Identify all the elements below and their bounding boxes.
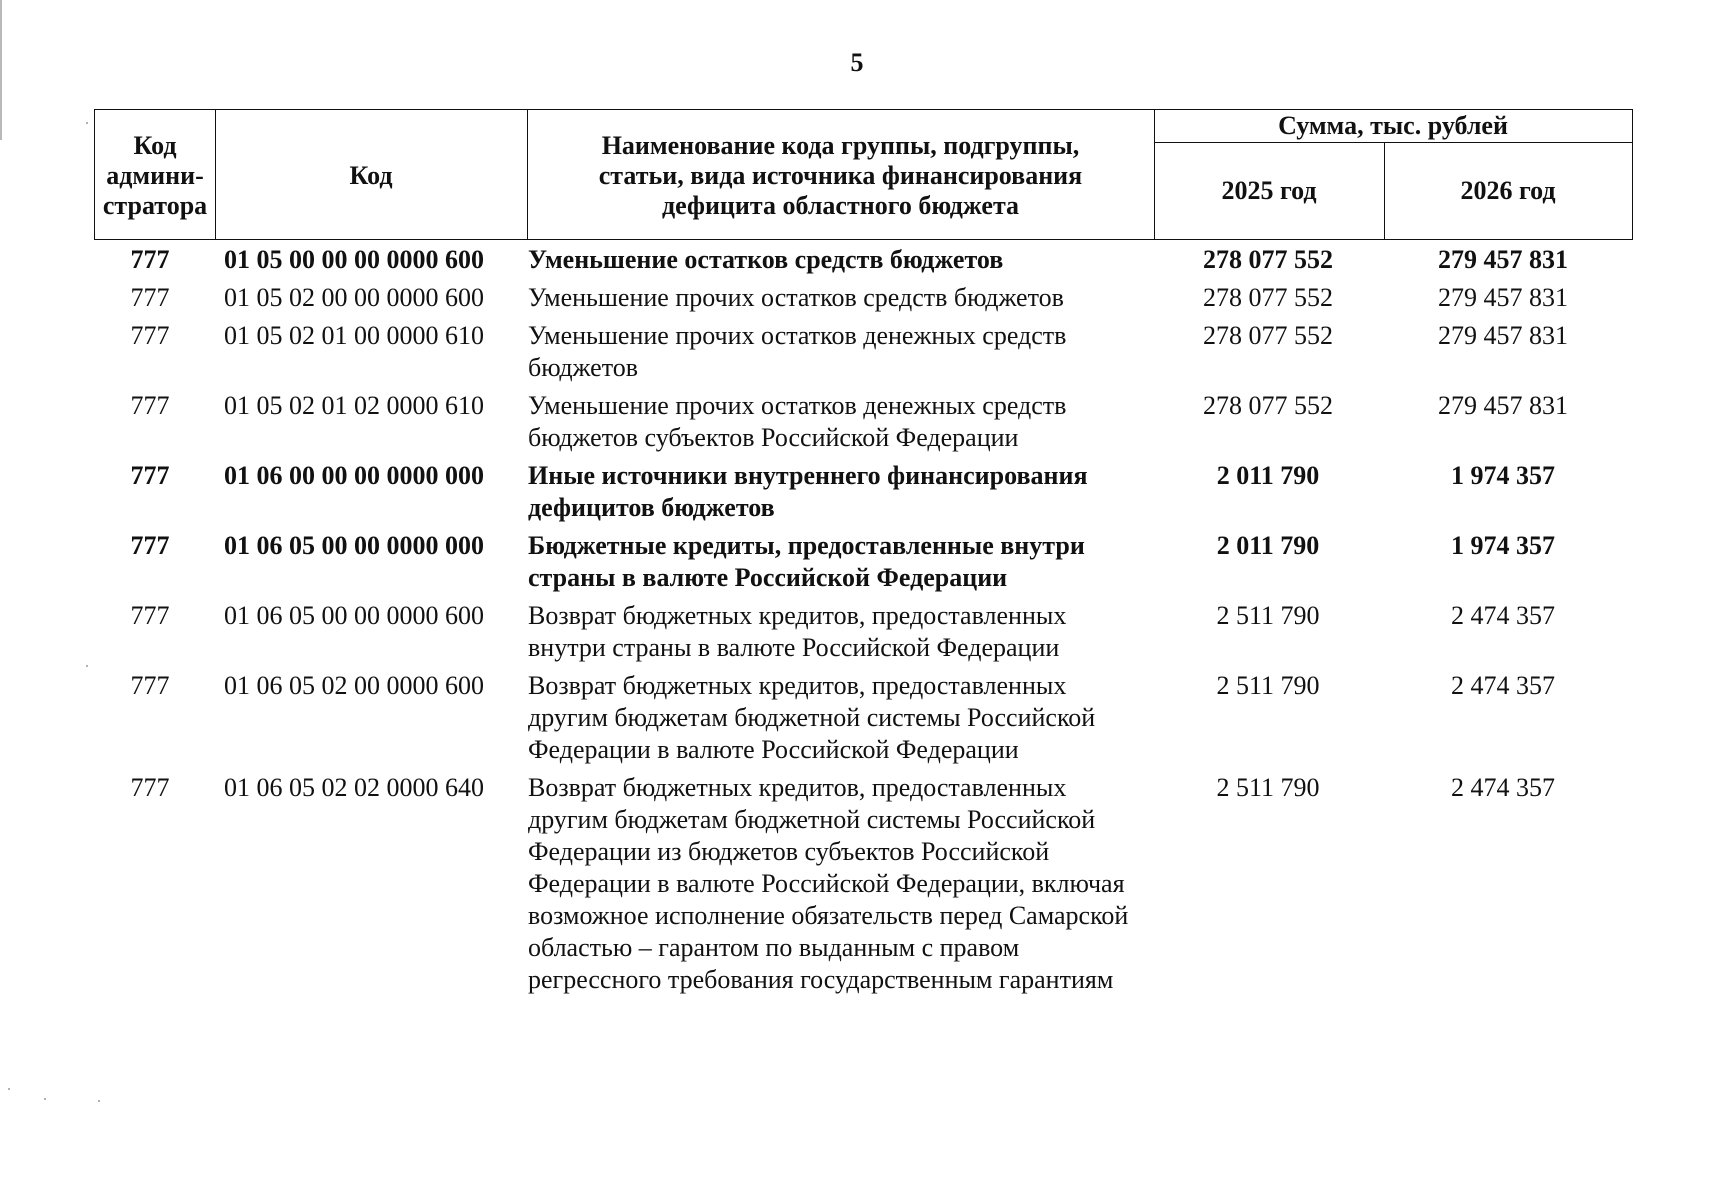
cell-2026: 279 457 831 <box>1438 321 1568 350</box>
cell-2026: 1 974 357 <box>1451 531 1555 560</box>
table-row <box>94 530 1633 594</box>
header-sum: Сумма, тыс. рублей <box>1278 111 1508 140</box>
cell-code: 01 05 02 01 02 0000 610 <box>224 391 484 420</box>
scan-speck <box>86 122 88 124</box>
cell-2026: 1 974 357 <box>1451 461 1555 490</box>
budget-sources-table <box>94 109 1633 1002</box>
table-row <box>94 670 1633 766</box>
cell-code: 01 05 00 00 00 0000 600 <box>224 245 484 274</box>
table-row <box>94 600 1633 664</box>
cell-2026: 2 474 357 <box>1451 773 1555 802</box>
table-body <box>94 244 1633 996</box>
cell-code: 01 06 05 00 00 0000 600 <box>224 601 484 630</box>
cell-name: Бюджетные кредиты, предоставленные внутри страны в валюте Российской Федерации <box>528 531 1085 592</box>
cell-2026: 279 457 831 <box>1438 245 1568 274</box>
scan-speck <box>98 1100 100 1102</box>
cell-name: Уменьшение прочих остатков денежных средств бюджетов субъектов Российской Федерации <box>528 391 1067 452</box>
cell-code: 01 06 05 00 00 0000 000 <box>224 531 484 560</box>
cell-name: Возврат бюджетных кредитов, предоставленных внутри страны в валюте Российской Федерации <box>528 601 1067 662</box>
page-number: 5 <box>850 48 864 77</box>
cell-code: 01 05 02 01 00 0000 610 <box>224 321 484 350</box>
cell-2025: 278 077 552 <box>1203 245 1333 274</box>
cell-name: Возврат бюджетных кредитов, предоставленных другим бюджетам бюджетной системы Российской Федерации в валюте Российской Федерации <box>528 671 1096 764</box>
cell-name: Уменьшение прочих остатков денежных средств бюджетов <box>528 321 1067 382</box>
cell-2026: 2 474 357 <box>1451 671 1555 700</box>
cell-2026: 279 457 831 <box>1438 391 1568 420</box>
cell-2025: 2 511 790 <box>1216 671 1320 700</box>
cell-name: Уменьшение остатков средств бюджетов <box>528 245 1004 274</box>
cell-admin-code: 777 <box>130 773 170 802</box>
cell-2025: 2 011 790 <box>1216 531 1320 560</box>
table-row <box>94 460 1633 524</box>
cell-admin-code: 777 <box>130 283 170 312</box>
scan-speck <box>44 1098 46 1100</box>
cell-code: 01 06 00 00 00 0000 000 <box>224 461 484 490</box>
cell-2025: 2 511 790 <box>1216 601 1320 630</box>
header-year-2026: 2026 год <box>1460 175 1556 205</box>
cell-name: Иные источники внутреннего финансирования дефицитов бюджетов <box>528 461 1088 522</box>
cell-2025: 278 077 552 <box>1203 321 1333 350</box>
cell-admin-code: 777 <box>130 671 170 700</box>
cell-code: 01 06 05 02 02 0000 640 <box>224 773 484 802</box>
cell-2025: 2 511 790 <box>1216 773 1320 802</box>
table-row <box>94 390 1633 454</box>
cell-admin-code: 777 <box>130 245 170 274</box>
table-row <box>94 320 1633 384</box>
cell-2025: 278 077 552 <box>1203 283 1333 312</box>
cell-admin-code: 777 <box>130 601 170 630</box>
header-admin-code: Код админи-стратора <box>102 130 208 220</box>
table-header <box>94 109 1633 240</box>
cell-name: Возврат бюджетных кредитов, предоставленных другим бюджетам бюджетной системы Российской Федерации из бюджетов субъектов Российской Федерации в валюте Российской Федерации, включая возможное исполнение обязательств перед Самарской областью – гарантом по выданным с правом регрессного требования государственным гарантиям <box>528 773 1129 994</box>
header-code: Код <box>349 160 393 190</box>
cell-code: 01 06 05 02 00 0000 600 <box>224 671 484 700</box>
cell-code: 01 05 02 00 00 0000 600 <box>224 283 484 312</box>
table-row <box>94 244 1633 276</box>
cell-admin-code: 777 <box>130 391 170 420</box>
cell-2026: 2 474 357 <box>1451 601 1555 630</box>
cell-2025: 278 077 552 <box>1203 391 1333 420</box>
scan-speck <box>8 1088 10 1090</box>
table-row <box>94 772 1633 996</box>
header-name: Наименование кода группы, подгруппы, статьи, вида источника финансирования дефицита областного бюджета <box>598 130 1083 220</box>
cell-name: Уменьшение прочих остатков средств бюджетов <box>528 283 1064 312</box>
cell-2026: 279 457 831 <box>1438 283 1568 312</box>
cell-2025: 2 011 790 <box>1216 461 1320 490</box>
header-year-2025: 2025 год <box>1221 175 1317 205</box>
cell-admin-code: 777 <box>130 531 170 560</box>
scan-speck <box>86 665 88 667</box>
cell-admin-code: 777 <box>130 461 170 490</box>
table-row <box>94 282 1633 314</box>
cell-admin-code: 777 <box>130 321 170 350</box>
